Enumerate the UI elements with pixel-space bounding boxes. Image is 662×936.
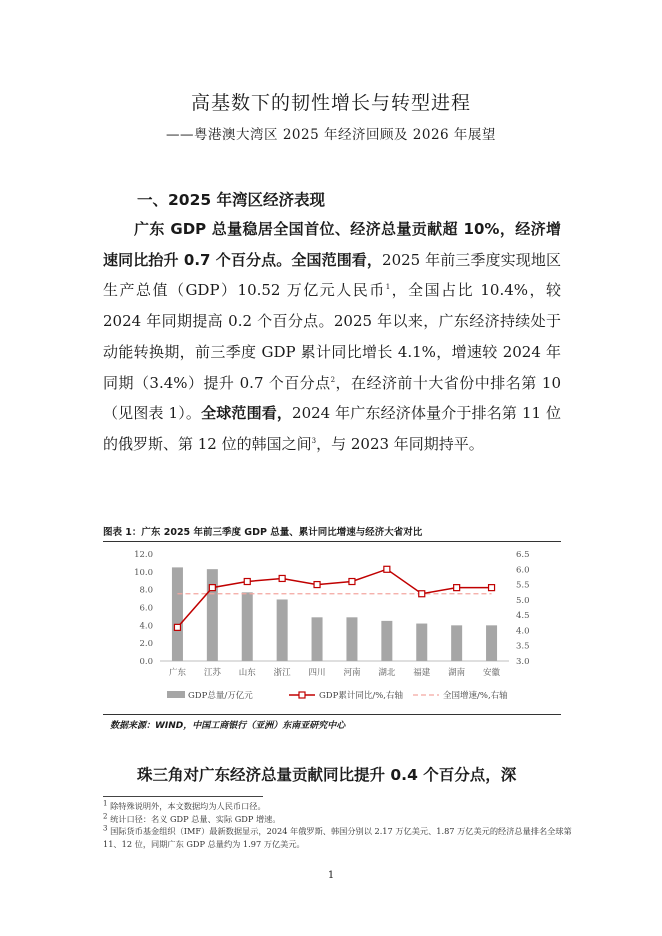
page-title: 高基数下的韧性增长与转型进程	[190, 92, 471, 114]
figure-bottom-rule	[103, 714, 561, 715]
x-tick-label: 湖北	[378, 668, 396, 678]
para-text-c: ，在经济前十大省份中排名第 10（见图表 1）。	[103, 373, 561, 423]
footnotes	[103, 800, 573, 850]
bar-gdp	[346, 617, 357, 661]
figure-source: 数据来源：WIND，中国工商银行（亚洲）东南亚研究中心	[110, 721, 346, 731]
y-right-tick-label: 5.0	[516, 595, 530, 606]
x-tick-label: 山东	[238, 668, 256, 678]
legend-label: 全国增速/%,右轴	[443, 691, 508, 701]
bar-gdp	[486, 625, 497, 661]
footnote-2	[103, 813, 573, 826]
y-left-tick-label: 2.0	[139, 639, 153, 650]
para-global-bold: 全球范围看，	[201, 404, 293, 423]
bar-gdp	[312, 617, 323, 661]
para-text-a: 2025 年前三季度实现地区生产总值（GDP）10.52 万亿元人民币	[103, 250, 561, 300]
growth-point-marker	[174, 624, 180, 630]
bar-gdp	[207, 569, 218, 661]
x-tick-label: 河南	[343, 668, 361, 678]
bar-gdp	[381, 621, 392, 661]
footnote-ref-1: 1	[385, 283, 391, 292]
y-left-tick-label: 4.0	[139, 621, 153, 632]
body-paragraph	[103, 214, 561, 460]
bar-gdp	[277, 599, 288, 661]
page-subtitle: ——粤港澳大湾区 2025 年经济回顾及 2026 年展望	[166, 127, 496, 143]
y-right-tick-label: 4.0	[516, 626, 530, 637]
bar-gdp	[172, 567, 183, 661]
section-heading-1: 一、2025 年湾区经济表现	[137, 191, 326, 209]
line-gdp-growth	[177, 569, 491, 627]
x-tick-label: 安徽	[483, 668, 501, 678]
page-number: 1	[327, 870, 335, 881]
x-tick-label: 广东	[168, 668, 186, 678]
footnote-ref-2: 2	[330, 375, 336, 384]
growth-point-marker	[279, 575, 285, 581]
gdp-chart	[103, 544, 561, 714]
bar-gdp	[242, 592, 253, 661]
x-tick-label: 浙江	[273, 668, 291, 678]
growth-point-marker	[349, 579, 355, 585]
figure-top-rule	[103, 541, 561, 542]
footnote-1	[103, 800, 573, 813]
y-left-tick-label: 12.0	[134, 550, 153, 560]
para-lead-bold: 广东 GDP 总量稳居全国首位、经济总量贡献超 10%，经济增速同比抬升 0.7 个百分点。	[103, 220, 561, 269]
x-tick-label: 江苏	[203, 668, 221, 678]
footnote-num: 2	[103, 811, 108, 820]
para-national-bold: 全国范围看，	[291, 250, 383, 269]
growth-point-marker	[384, 566, 390, 572]
footnote-3	[103, 825, 573, 850]
footnote-text: 除特殊说明外，本文数据均为人民币口径。	[110, 801, 266, 811]
legend-label: GDP总量/万亿元	[188, 691, 253, 701]
x-tick-label: 湖南	[448, 668, 466, 678]
para-text-b: ，全国占比 10.4%，较 2024 年同期提高 0.2 个百分点。2025 年以来，广东经济持续处于动能转换期，前三季度 GDP 累计同比增长 4.1%，增速较 2024 年同期（3.4%）提升 0.7 个百分点	[103, 281, 561, 392]
x-tick-label: 福建	[413, 668, 431, 678]
growth-point-marker	[244, 579, 250, 585]
footnote-num: 3	[103, 824, 108, 833]
footnote-rule	[103, 796, 263, 797]
footnote-ref-3: 3	[311, 436, 317, 445]
para-text-e: ，与 2023 年同期持平。	[316, 434, 484, 453]
footnote-text: 统计口径：名义 GDP 总量、实际 GDP 增速。	[110, 813, 281, 824]
figure-title: 图表 1：广东 2025 年前三季度 GDP 总量、累计同比增速与经济大省对比	[103, 527, 423, 538]
para-text-d: 2024 年广东经济体量介于排名第 11 位的俄罗斯、第 12 位的韩国之间	[103, 404, 561, 453]
y-left-tick-label: 0.0	[139, 657, 153, 667]
y-right-tick-label: 5.5	[516, 580, 530, 591]
y-right-tick-label: 4.5	[516, 611, 530, 622]
y-left-tick-label: 6.0	[139, 603, 153, 614]
y-right-tick-label: 6.0	[516, 565, 530, 576]
bar-gdp	[451, 625, 462, 661]
footnote-num: 1	[103, 799, 108, 808]
growth-point-marker	[209, 585, 215, 591]
growth-point-marker	[489, 585, 495, 591]
legend-swatch-marker	[299, 692, 305, 698]
growth-point-marker	[454, 585, 460, 591]
footnote-text: 国际货币基金组织（IMF）最新数据显示，2024 年俄罗斯、韩国分别以 2.17 万亿美元、1.87 万亿美元的经济总量排名全球第 11、12 位，同期广东 GDP 总量约为 1.97 万亿美元。	[103, 826, 572, 849]
growth-point-marker	[314, 582, 320, 588]
y-left-tick-label: 8.0	[139, 585, 153, 596]
legend-label: GDP累计同比/%,右轴	[319, 691, 403, 701]
y-right-tick-label: 3.5	[516, 641, 530, 652]
y-right-tick-label: 3.0	[516, 657, 530, 667]
bar-gdp	[416, 624, 427, 661]
x-tick-label: 四川	[308, 668, 326, 678]
growth-point-marker	[419, 591, 425, 597]
y-left-tick-label: 10.0	[134, 567, 153, 578]
section2-lead: 珠三角对广东经济总量贡献同比提升 0.4 个百分点，深	[137, 766, 517, 784]
y-right-tick-label: 6.5	[516, 550, 530, 560]
legend-swatch-bar	[167, 691, 185, 698]
